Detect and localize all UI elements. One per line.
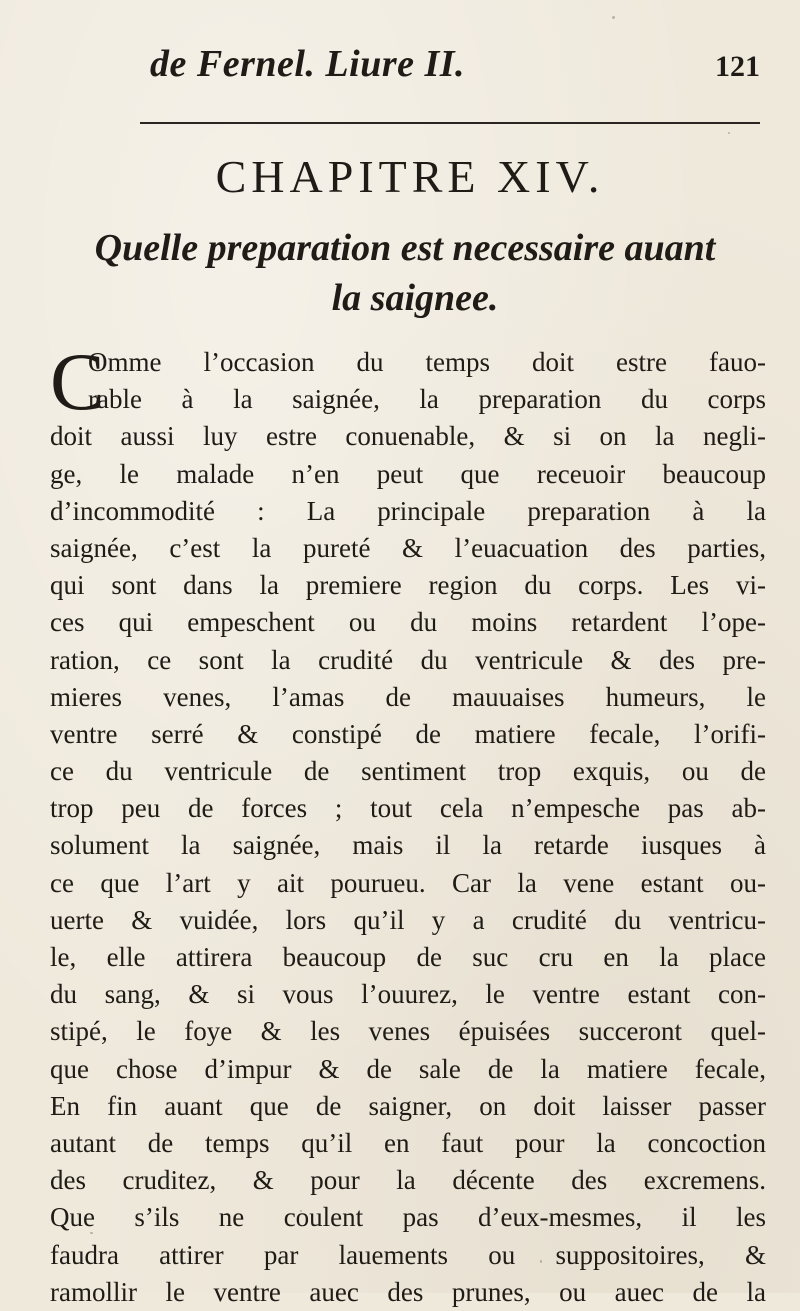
text-line: ration, ce sont la crudité du ventricule & des pre- bbox=[50, 644, 766, 675]
text-line: d’incommodité : La principale preparation à la bbox=[50, 495, 766, 526]
text-line: du sang, & si vous l’ouurez, le ventre estant con- bbox=[50, 979, 766, 1010]
drop-cap: C bbox=[50, 336, 105, 427]
text-line: mieres venes, l’amas de mauuaises humeurs, le bbox=[50, 681, 766, 712]
text-line: ce du ventricule de sentiment trop exquis, ou de bbox=[50, 756, 766, 787]
text-line: rable à la saignée, la preparation du corps bbox=[88, 384, 766, 415]
text-line: autant de temps qu’il en faut pour la concoction bbox=[50, 1127, 766, 1158]
text-line: saignée, c’est la pureté & l’euacuation des parties, bbox=[50, 532, 766, 563]
text-line: solument la saignée, mais il la retarde iusques à bbox=[50, 830, 766, 861]
text-line: En fin auant que de saigner, on doit laisser passer bbox=[50, 1090, 766, 1121]
text-line: trop peu de forces ; tout cela n’empesche pas ab- bbox=[50, 793, 766, 824]
text-line: ventre serré & constipé de matiere fecale, l’orifi- bbox=[50, 718, 766, 749]
text-line: faudra attirer par lauements ou suppositoires, & bbox=[50, 1239, 766, 1270]
chapter-subtitle-line-2: la saignee. bbox=[331, 277, 499, 319]
text-line: que chose d’impur & de sale de la matiere fecale, bbox=[50, 1053, 766, 1084]
text-line: qui sont dans la premiere region du corps. Les vi- bbox=[50, 570, 766, 601]
text-line: ge, le malade n’en peut que receuoir beaucoup bbox=[50, 458, 766, 489]
text-line: ce que l’art y ait pourueu. Car la vene estant ou- bbox=[50, 867, 766, 898]
text-line: le, elle attirera beaucoup de suc cru en la place bbox=[50, 942, 766, 972]
text-line: Que s’ils ne coulent pas d’eux-mesmes, il les bbox=[50, 1202, 766, 1233]
text-line: stipé, le foye & les venes épuisées succeront quel- bbox=[50, 1016, 766, 1047]
text-line: uerte & vuidée, lors qu’il y a crudité du ventricu- bbox=[50, 904, 766, 935]
chapter-title: CHAPITRE XIV. bbox=[215, 151, 605, 202]
text-line: Omme l’occasion du temps doit estre fauo- bbox=[88, 347, 766, 377]
text-line: ces qui empeschent ou du moins retardent l’ope- bbox=[50, 607, 766, 638]
chapter-subtitle-line-1: Quelle preparation est necessaire auant bbox=[94, 227, 716, 269]
text-line: doit aussi luy estre conuenable, & si on la negli- bbox=[50, 421, 766, 452]
page-number: 121 bbox=[715, 50, 760, 83]
text-line: ramollir le ventre auec des prunes, ou auec de la bbox=[50, 1276, 766, 1307]
body-text bbox=[50, 336, 766, 1311]
header-rule bbox=[140, 122, 760, 124]
running-title: de Fernel. Liure II. bbox=[150, 43, 466, 85]
text-line: des cruditez, & pour la décente des excremens. bbox=[50, 1165, 766, 1196]
